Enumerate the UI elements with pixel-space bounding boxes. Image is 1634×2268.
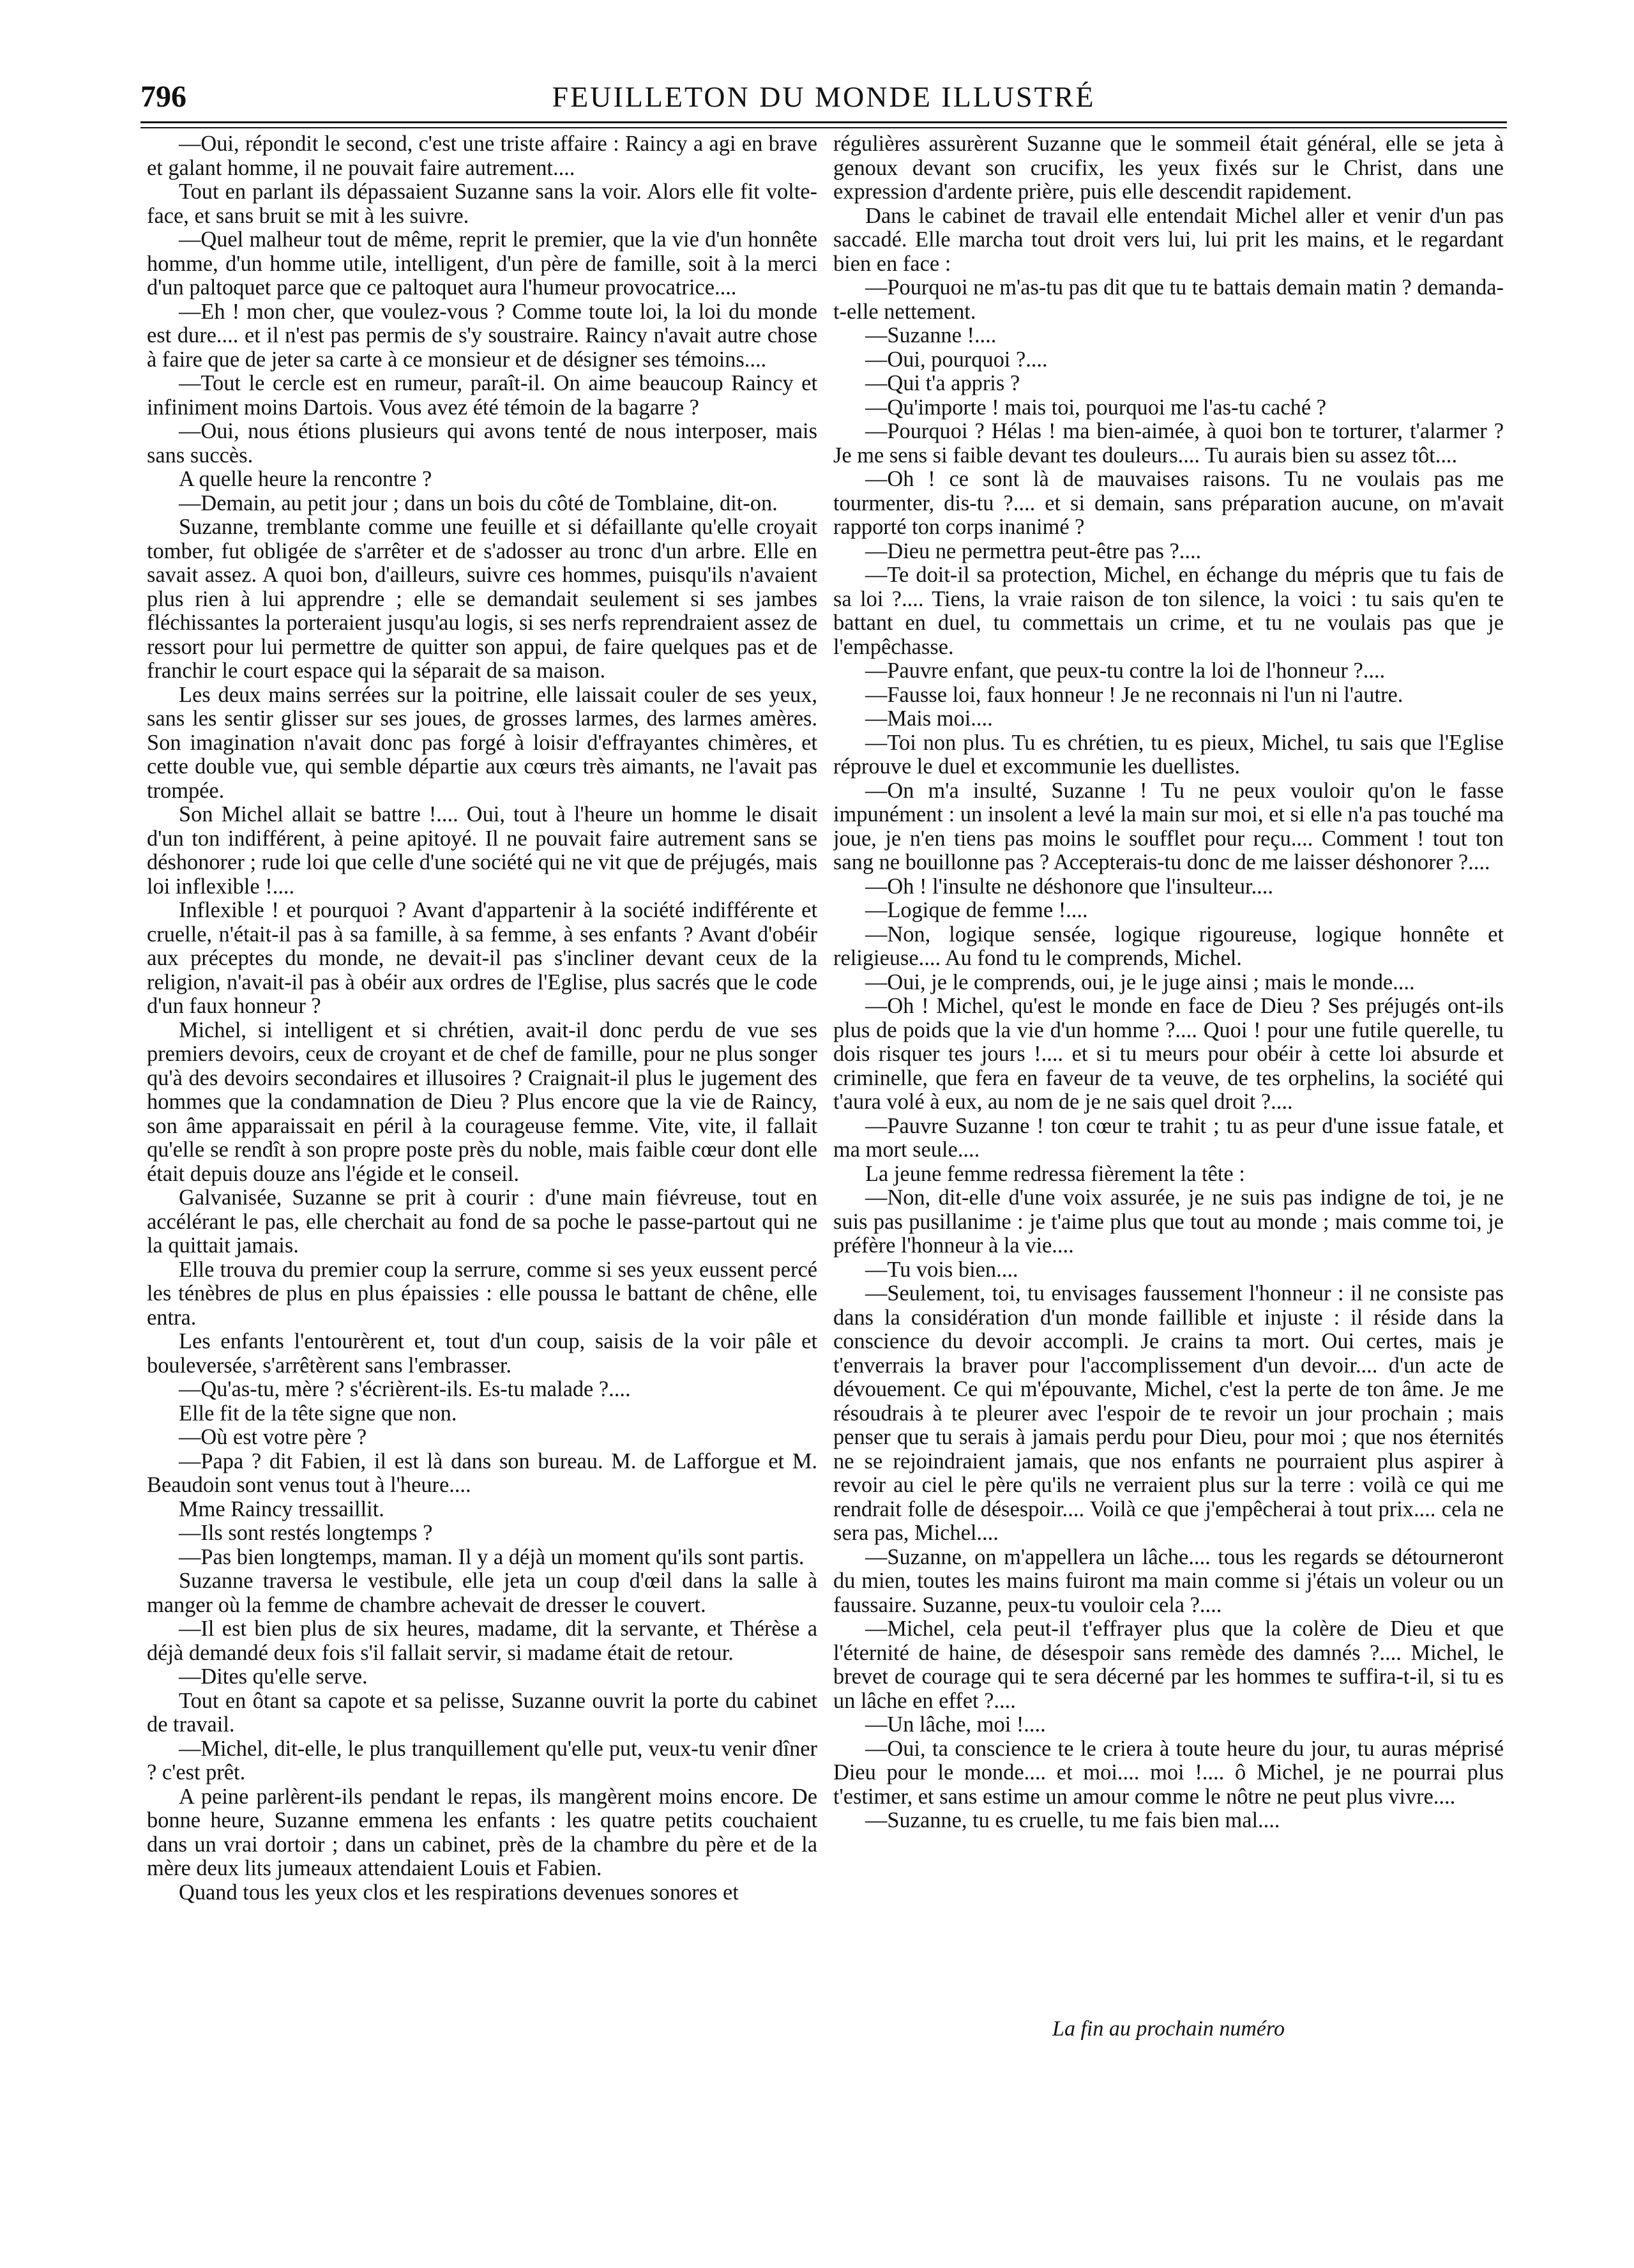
paragraph: Suzanne, tremblante comme une feuille et si défaillante qu'elle croyait tomber, fut obligée de s'arrêter et de s'adosser au tronc d'un arbre. Elle en savait assez. A quoi bon, d'ailleurs, suivre ces hommes, puisqu'ils n'avaient plus rien à lui apprendre ; elle se demandait seulement si ses jambes fléchissantes la porteraient jusqu'au logis, si ses nerfs reprendraient assez de ressort pour lui permettre de quitter son appui, de faire quelques pas et de franchir le court espace qui la séparait de sa maison.: [147, 515, 817, 683]
paragraph: Les deux mains serrées sur la poitrine, elle laissait couler de ses yeux, sans les sentir glisser sur ses joues, de grosses larmes, des larmes amères. Son imagination n'avait donc pas forgé à loisir d'effrayantes chimères, et cette double vue, qui semble départie aux cœurs très aimants, ne l'avait pas trompée.: [147, 682, 817, 803]
to-be-continued-note: La fin au prochain numéro: [1052, 2017, 1285, 2041]
left-column: [147, 132, 817, 2259]
paragraph: —Oui, ta conscience te le criera à toute heure du jour, tu auras méprisé Dieu pour le monde.... et moi.... moi !.... ô Michel, je ne pourrai plus t'estimer, et sans estime un amour comme le nôtre ne peut plus vivre....: [833, 1736, 1504, 1809]
paragraph: —Qui t'a appris ?: [865, 371, 1020, 395]
paragraph: —Fausse loi, faux honneur ! Je ne reconnais ni l'un ni l'autre.: [865, 682, 1403, 707]
paragraph: Les enfants l'entourèrent et, tout d'un coup, saisis de la voir pâle et bouleversée, s'arrêtèrent sans l'embrasser.: [147, 1329, 817, 1378]
paragraph: Quand tous les yeux clos et les respirations devenues sonores et: [179, 1880, 739, 1905]
paragraph: —Tu vois bien....: [865, 1257, 1018, 1282]
page-number: 796: [140, 80, 186, 114]
paragraph: Elle trouva du premier coup la serrure, comme si ses yeux eussent percé les ténèbres de plus en plus épaissies : elle poussa le battant de chêne, elle entra.: [147, 1257, 817, 1330]
paragraph: —Il est bien plus de six heures, madame, dit la servante, et Thérèse a déjà demandé deux fois s'il fallait servir, si madame était de retour.: [147, 1617, 817, 1665]
paragraph: —Où est votre père ?: [179, 1425, 367, 1449]
paragraph: Mme Raincy tressaillit.: [179, 1496, 384, 1521]
paragraph: —Oui, je le comprends, oui, je le juge ainsi ; mais le monde....: [865, 970, 1415, 994]
paragraph: Galvanisée, Suzanne se prit à courir : d'une main fiévreuse, tout en accélérant le pas, elle cherchait au fond de sa poche le passe-partout qui ne la quittait jamais.: [147, 1185, 817, 1258]
paragraph: —Suzanne !....: [865, 323, 997, 347]
paragraph: Suzanne traversa le vestibule, elle jeta un coup d'œil dans la salle à manger où la femme de chambre achevait de dresser le couvert.: [147, 1569, 817, 1617]
paragraph: —Oh ! l'insulte ne déshonore que l'insulteur....: [865, 874, 1273, 899]
paragraph: —Non, dit-elle d'une voix assurée, je ne suis pas indigne de toi, je ne suis pas pusillanime : je t'aime plus que tout au monde ; mais comme toi, je préfère l'honneur à la vie....: [833, 1185, 1504, 1258]
paragraph: —Michel, cela peut-il t'effrayer plus que la colère de Dieu et que l'éternité de haine, de désespoir sans remède des damnés ?.... Michel, le brevet de courage qui te sera décerné par les hommes te suffira-t-il, si tu es un lâche en effet ?....: [833, 1617, 1504, 1713]
paragraph: —Dieu ne permettra peut-être pas ?....: [865, 538, 1202, 563]
paragraph: —Te doit-il sa protection, Michel, en échange du mépris que tu fais de sa loi ?.... Tiens, la vraie raison de ton silence, la voici : tu sais qu'en te battant en duel, tu commettais un crime, et tu ne voulais pas que je l'empêchasse.: [833, 563, 1504, 659]
paragraph: —Pourquoi ? Hélas ! ma bien-aimée, à quoi bon te torturer, t'alarmer ? Je me sens si faible devant tes douleurs.... Tu aurais bien su assez tôt....: [833, 419, 1504, 468]
paragraph: —Michel, dit-elle, le plus tranquillement qu'elle put, veux-tu venir dîner ? c'est prêt.: [147, 1736, 817, 1785]
paragraph: —Pauvre Suzanne ! ton cœur te trahit ; tu as peur d'une issue fatale, et ma mort seule....: [833, 1113, 1504, 1162]
paragraph: —Oh ! ce sont là de mauvaises raisons. Tu ne voulais pas me tourmenter, dis-tu ?.... et si demain, sans préparation aucune, on m'avait rapporté ton corps inanimé ?: [833, 467, 1504, 539]
paragraph: —Seulement, toi, tu envisages faussement l'honneur : il ne consiste pas dans la considération d'un monde faillible et injuste : il réside dans la conscience du devoir accompli. Je crains ta mort. Oui certes, mais je t'enverrais la braver pour l'accomplissement d'un devoir.... d'un acte de dévouement. Ce qui m'épouvante, Michel, c'est la perte de ton âme. Je me résoudrais à te pleurer avec l'espoir de te revoir un jour prochain ; mais penser que tu serais à jamais perdu pour Dieu, pour moi ; que nos éternités ne se rejoindraient jamais, que nos enfants ne pourraient plus aspirer à revoir au ciel le père qu'ils ne verraient plus sur la terre : voilà ce qui me rendrait folle de désespoir.... Voilà ce que j'empêcherai à tout prix.... cela ne sera pas, Michel....: [833, 1281, 1504, 1545]
paragraph: Michel, si intelligent et si chrétien, avait-il donc perdu de vue ses premiers devoirs, ceux de croyant et de chef de famille, pour ne plus songer qu'à des devoirs secondaires et illusoires ? Craignait-il plus le jugement des hommes que la condamnation de Dieu ? Plus encore que la vie de Raincy, son âme apparaissait en péril à la courageuse femme. Vite, vite, il fallait qu'elle se rendît à son propre poste près du noble, mais faible cœur dont elle était depuis douze ans l'égide et le conseil.: [147, 1017, 817, 1186]
paragraph: Son Michel allait se battre !.... Oui, tout à l'heure un homme le disait d'un ton indifférent, à peine apitoyé. Il ne pouvait faire autrement sans se déshonorer ; rude loi que celle d'une société qui ne vit que de préjugés, mais loi inflexible !....: [147, 802, 817, 899]
paragraph: —Papa ? dit Fabien, il est là dans son bureau. M. de Lafforgue et M. Beaudoin sont venus tout à l'heure....: [147, 1449, 817, 1497]
paragraph: —Logique de femme !....: [865, 898, 1088, 922]
header-rule-thick: [140, 121, 1507, 123]
paragraph: —Oui, répondit le second, c'est une triste affaire : Raincy a agi en brave et galant homme, il ne pouvait faire autrement....: [147, 132, 817, 180]
paragraph: —Eh ! mon cher, que voulez-vous ? Comme toute loi, la loi du monde est dure.... et il n'est pas permis de s'y soustraire. Raincy n'avait autre chose à faire que de jeter sa carte à ce monsieur et de désigner ses témoins....: [147, 299, 817, 372]
paragraph: —Oui, nous étions plusieurs qui avons tenté de nous interposer, mais sans succès.: [147, 419, 817, 468]
paragraph: —Ils sont restés longtemps ?: [179, 1521, 433, 1545]
paragraph: —Suzanne, on m'appellera un lâche.... tous les regards se détourneront du mien, toutes les mains fuiront ma main comme si j'étais un voleur ou un faussaire. Suzanne, peux-tu vouloir cela ?....: [833, 1544, 1504, 1617]
paragraph: —Suzanne, tu es cruelle, tu me fais bien mal....: [865, 1808, 1280, 1832]
paragraph: —Toi non plus. Tu es chrétien, tu es pieux, Michel, tu sais que l'Eglise réprouve le duel et excommunie les duellistes.: [833, 730, 1504, 779]
header-rule-thin: [140, 127, 1507, 128]
paragraph: Elle fit de la tête signe que non.: [179, 1401, 457, 1426]
paragraph: A peine parlèrent-ils pendant le repas, ils mangèrent moins encore. De bonne heure, Suzanne emmena les enfants : les quatre petits couchaient dans un vrai dortoir ; dans un cabinet, près de la chambre du père et de la mère deux lits jumeaux attendaient Louis et Fabien.: [147, 1784, 817, 1880]
running-title: FEUILLETON DU MONDE ILLUSTRÉ: [552, 80, 1096, 113]
paragraph: —Demain, au petit jour ; dans un bois du côté de Tomblaine, dit-on.: [179, 491, 778, 515]
paragraph: —Qu'importe ! mais toi, pourquoi me l'as-tu caché ?: [865, 395, 1326, 420]
page-header: [140, 78, 1507, 116]
paragraph: —Mais moi....: [865, 706, 993, 731]
paragraph: —Qu'as-tu, mère ? s'écrièrent-ils. Es-tu malade ?....: [179, 1377, 631, 1401]
paragraph: —Pas bien longtemps, maman. Il y a déjà un moment qu'ils sont partis.: [179, 1544, 805, 1569]
paragraph: —Oh ! Michel, qu'est le monde en face de Dieu ? Ses préjugés ont-ils plus de poids que la vie d'un homme ?.... Quoi ! pour une futile querelle, tu dois risquer tes jours !.... et si tu meurs pour obéir à cette loi absurde et criminelle, que fera en faveur de ta veuve, de tes orphelins, la société qui t'aura volé à eux, au nom de je ne sais quel droit ?....: [833, 994, 1504, 1114]
paragraph: La jeune femme redressa fièrement la tête :: [865, 1161, 1245, 1186]
paragraph: —On m'a insulté, Suzanne ! Tu ne peux vouloir qu'on le fasse impunément : un insolent a levé la main sur moi, et si elle n'a pas touché ma joue, je n'en tiens pas moins le soufflet pour reçu.... Comment ! tout ton sang ne bouillonne pas ? Accepterais-tu donc de me laisser déshonorer ?....: [833, 778, 1504, 874]
paragraph: A quelle heure la rencontre ?: [179, 467, 432, 491]
paragraph: —Oui, pourquoi ?....: [865, 347, 1048, 372]
paragraph: Dans le cabinet de travail elle entendait Michel aller et venir d'un pas saccadé. Elle marcha tout droit vers lui, lui prit les mains, et le regardant bien en face :: [833, 203, 1504, 276]
paragraph: —Un lâche, moi !....: [865, 1712, 1046, 1737]
right-column: [833, 132, 1504, 2259]
paragraph: Tout en ôtant sa capote et sa pelisse, Suzanne ouvrit la porte du cabinet de travail.: [147, 1688, 817, 1737]
paragraph: Tout en parlant ils dépassaient Suzanne sans la voir. Alors elle fit volte-face, et sans bruit se mit à les suivre.: [147, 179, 817, 228]
paragraph: —Non, logique sensée, logique rigoureuse, logique honnête et religieuse.... Au fond tu le comprends, Michel.: [833, 922, 1504, 970]
paragraph: —Pauvre enfant, que peux-tu contre la loi de l'honneur ?....: [865, 658, 1386, 683]
paragraph: Inflexible ! et pourquoi ? Avant d'appartenir à la société indifférente et cruelle, n'était-il pas à sa famille, à sa femme, à ses enfants ? Avant d'obéir aux préceptes du monde, ne devait-il pas s'incliner devant ceux de la religion, n'avait-il pas à obéir aux ordres de l'Eglise, plus sacrés que le code d'un faux honneur ?: [147, 898, 817, 1018]
paragraph: —Pourquoi ne m'as-tu pas dit que tu te battais demain matin ? demanda-t-elle nettement.: [833, 275, 1504, 324]
paragraph: —Dites qu'elle serve.: [179, 1664, 368, 1689]
paragraph: régulières assurèrent Suzanne que le sommeil était général, elle se jeta à genoux devant son crucifix, les yeux fixés sur le Christ, dans une expression d'ardente prière, puis elle descendit rapidement.: [833, 132, 1504, 204]
paragraph: —Tout le cercle est en rumeur, paraît-il. On aime beaucoup Raincy et infiniment moins Dartois. Vous avez été témoin de la bagarre ?: [147, 371, 817, 420]
paragraph: —Quel malheur tout de même, reprit le premier, que la vie d'un honnête homme, d'un homme utile, intelligent, d'un père de famille, soit à la merci d'un paltoquet parce que ce paltoquet aura l'humeur provocatrice....: [147, 227, 817, 300]
